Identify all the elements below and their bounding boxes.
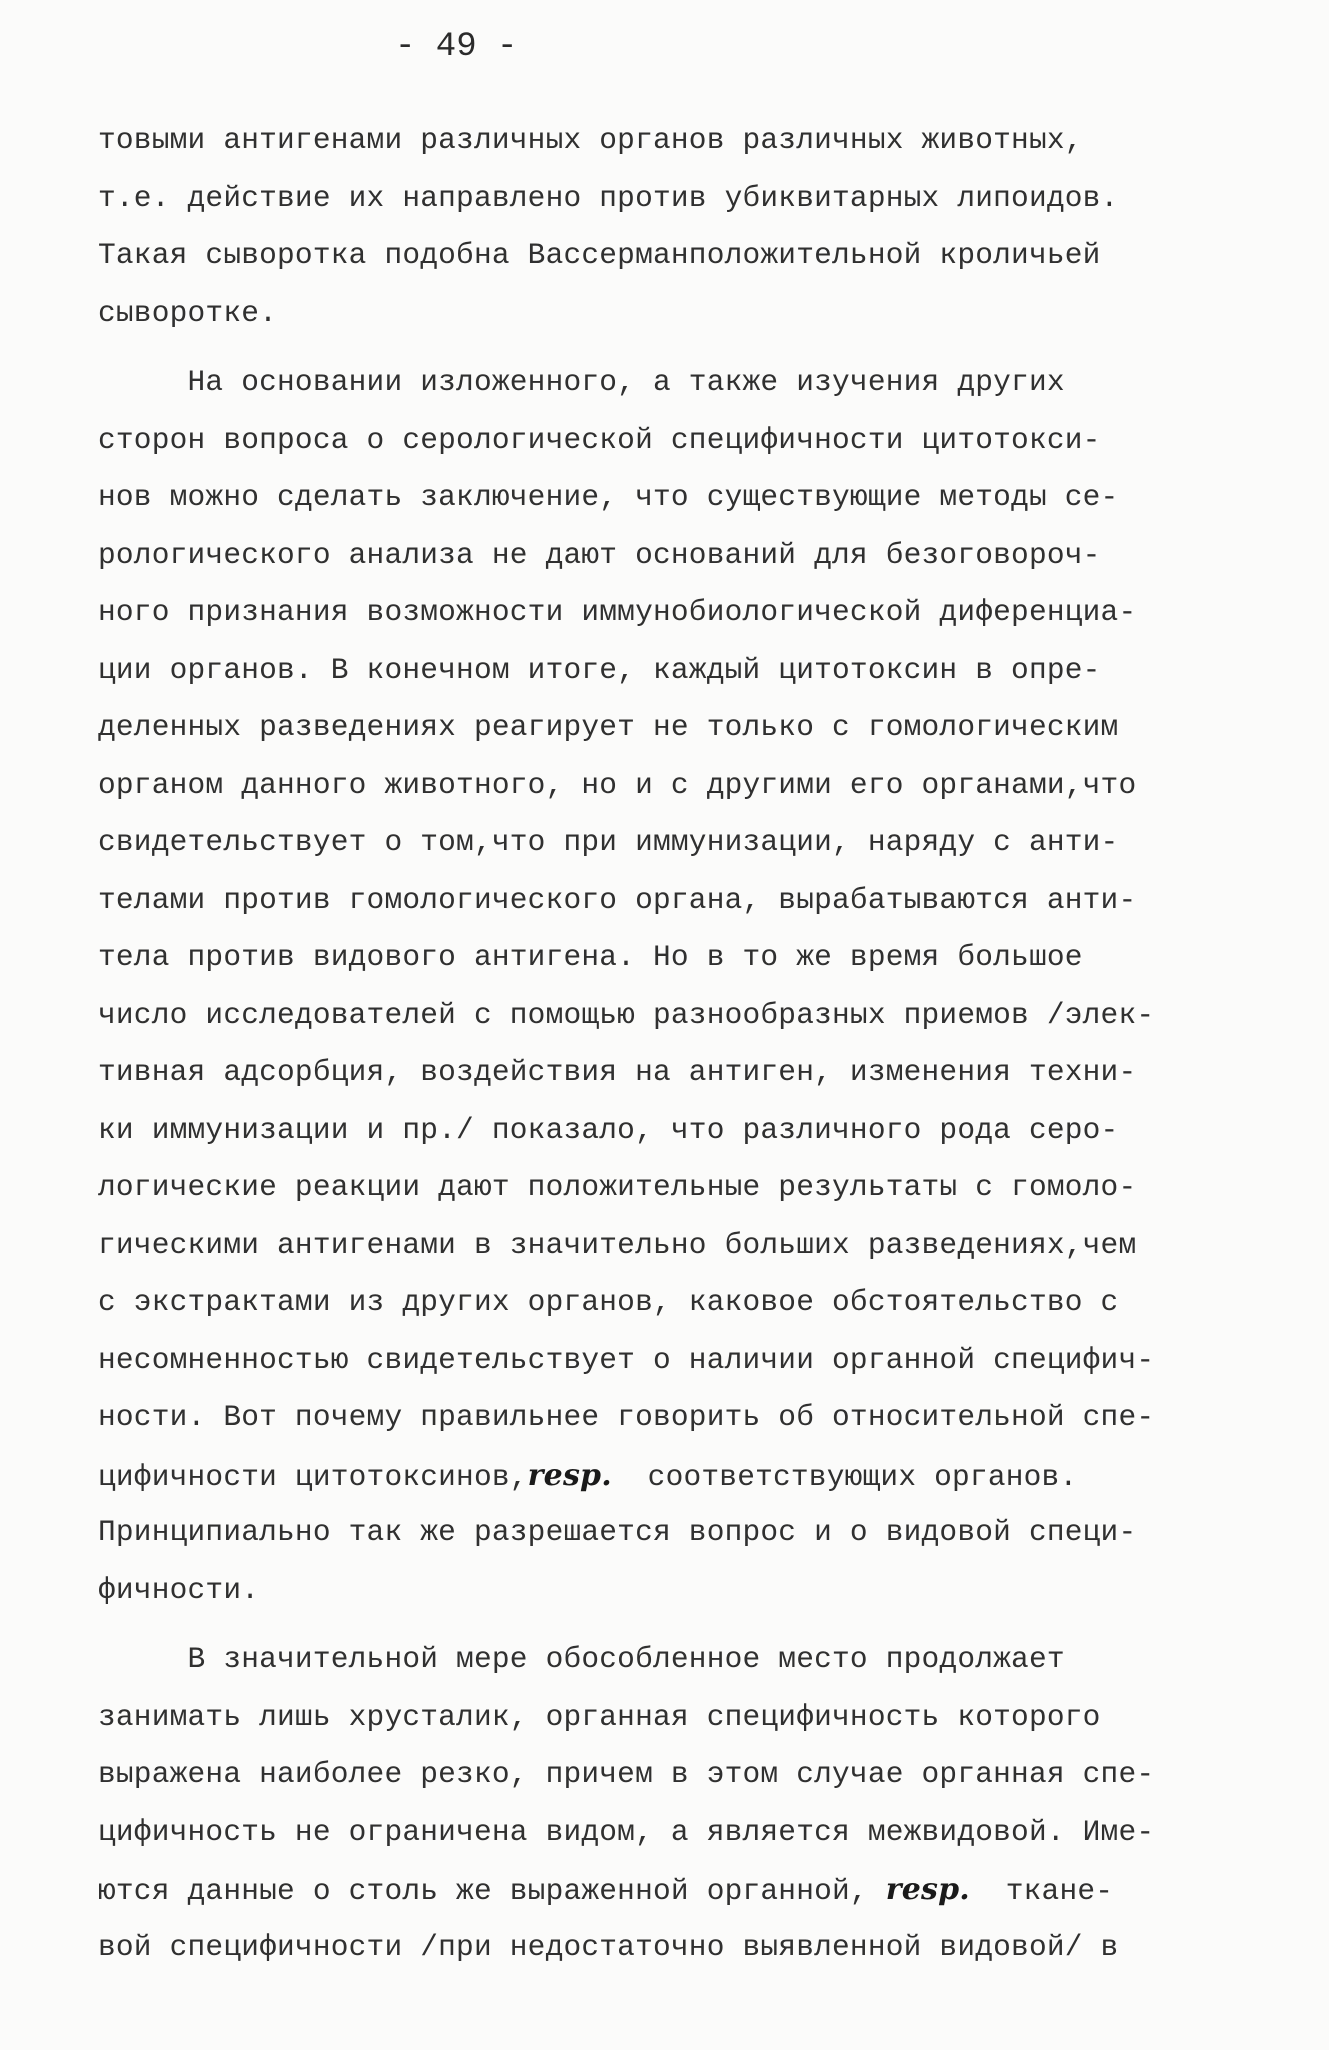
text-line: тивная адсорбция, воздействия на антиген, изменения техни-	[98, 1055, 1137, 1089]
typed-segment: ткане-	[969, 1874, 1114, 1908]
text-line: нов можно сделать заключение, что существующие методы се-	[98, 480, 1119, 514]
paragraph-gap	[98, 1619, 1228, 1631]
text-line: логические реакции дают положительные результаты с гомоло-	[98, 1170, 1137, 1204]
typed-segment: ются данные о столь же выраженной органной,	[98, 1874, 886, 1908]
handwritten-annotation: resp.	[527, 1457, 612, 1493]
text-line: число исследователей с помощью разнообразных приемов /элек-	[98, 997, 1155, 1032]
text-line: занимать лишь хрусталик, органная специфичность которого	[98, 1699, 1101, 1734]
text-line	[98, 1447, 1228, 1505]
paragraph	[98, 1631, 1228, 1976]
text-line: т.е. действие их направлено против убиквитарных липоидов.	[98, 180, 1119, 215]
text-line: гическими антигенами в значительно больших разведениях,чем	[98, 1227, 1137, 1262]
text-line: рологического анализа не дают оснований для безоговороч-	[98, 537, 1101, 572]
text-line: свидетельствует о том,что при иммунизации, наряду с анти-	[98, 825, 1119, 859]
paragraph	[98, 354, 1228, 1619]
page-number: - 49 -	[395, 28, 518, 66]
paragraph-gap	[98, 342, 1228, 354]
typed-segment: соответствующих органов.	[611, 1459, 1078, 1494]
text-line: В значительной мере обособленное место продолжает	[98, 1642, 1065, 1676]
text-line: телами против гомологического органа, вырабатываются анти-	[98, 882, 1137, 917]
text-line: деленных разведениях реагирует не только с гомологическим	[98, 710, 1119, 744]
text-line: вой специфичности /при недостаточно выявленной видовой/ в	[98, 1929, 1119, 1964]
text-line	[98, 1861, 1228, 1919]
text-line: ности. Вот почему правильнее говорить об относительной спе-	[98, 1400, 1155, 1434]
typed-segment: цифичности цитотоксинов,	[98, 1459, 528, 1494]
text-line: фичности.	[98, 1572, 260, 1607]
text-line: товыми антигенами различных органов различных животных,	[98, 123, 1083, 157]
text-line: тела против видового антигена. Но в то же время большое	[98, 940, 1083, 974]
text-line: цифичность не ограничена видом, а является межвидовой. Име-	[98, 1814, 1155, 1849]
handwritten-annotation: resp.	[885, 1872, 970, 1907]
paragraph	[98, 112, 1228, 342]
text-line: с экстрактами из других органов, каковое обстоятельство с	[98, 1285, 1119, 1319]
text-line: На основании изложенного, а также изучения других	[98, 365, 1065, 399]
text-line: несомненностью свидетельствует о наличии органной специфич-	[98, 1342, 1155, 1377]
text-line: сторон вопроса о серологической специфичности цитотокси-	[98, 422, 1101, 457]
text-line: выражена наиболее резко, причем в этом случае органная спе-	[98, 1757, 1155, 1791]
text-line: органом данного животного, но и с другими его органами,что	[98, 767, 1137, 802]
text-line: ции органов. В конечном итоге, каждый цитотоксин в опре-	[98, 652, 1101, 687]
text-line: Принципиально так же разрешается вопрос и о видовой специ-	[98, 1515, 1137, 1549]
typed-body-text	[98, 112, 1228, 1976]
text-line: ки иммунизации и пр./ показало, что различного рода серо-	[98, 1112, 1119, 1147]
text-line: ного признания возможности иммунобиологической диференциа-	[98, 595, 1137, 629]
text-line: Такая сыворотка подобна Вассерманположительной кроличьей	[98, 238, 1101, 272]
text-line: сыворотке.	[98, 295, 278, 330]
